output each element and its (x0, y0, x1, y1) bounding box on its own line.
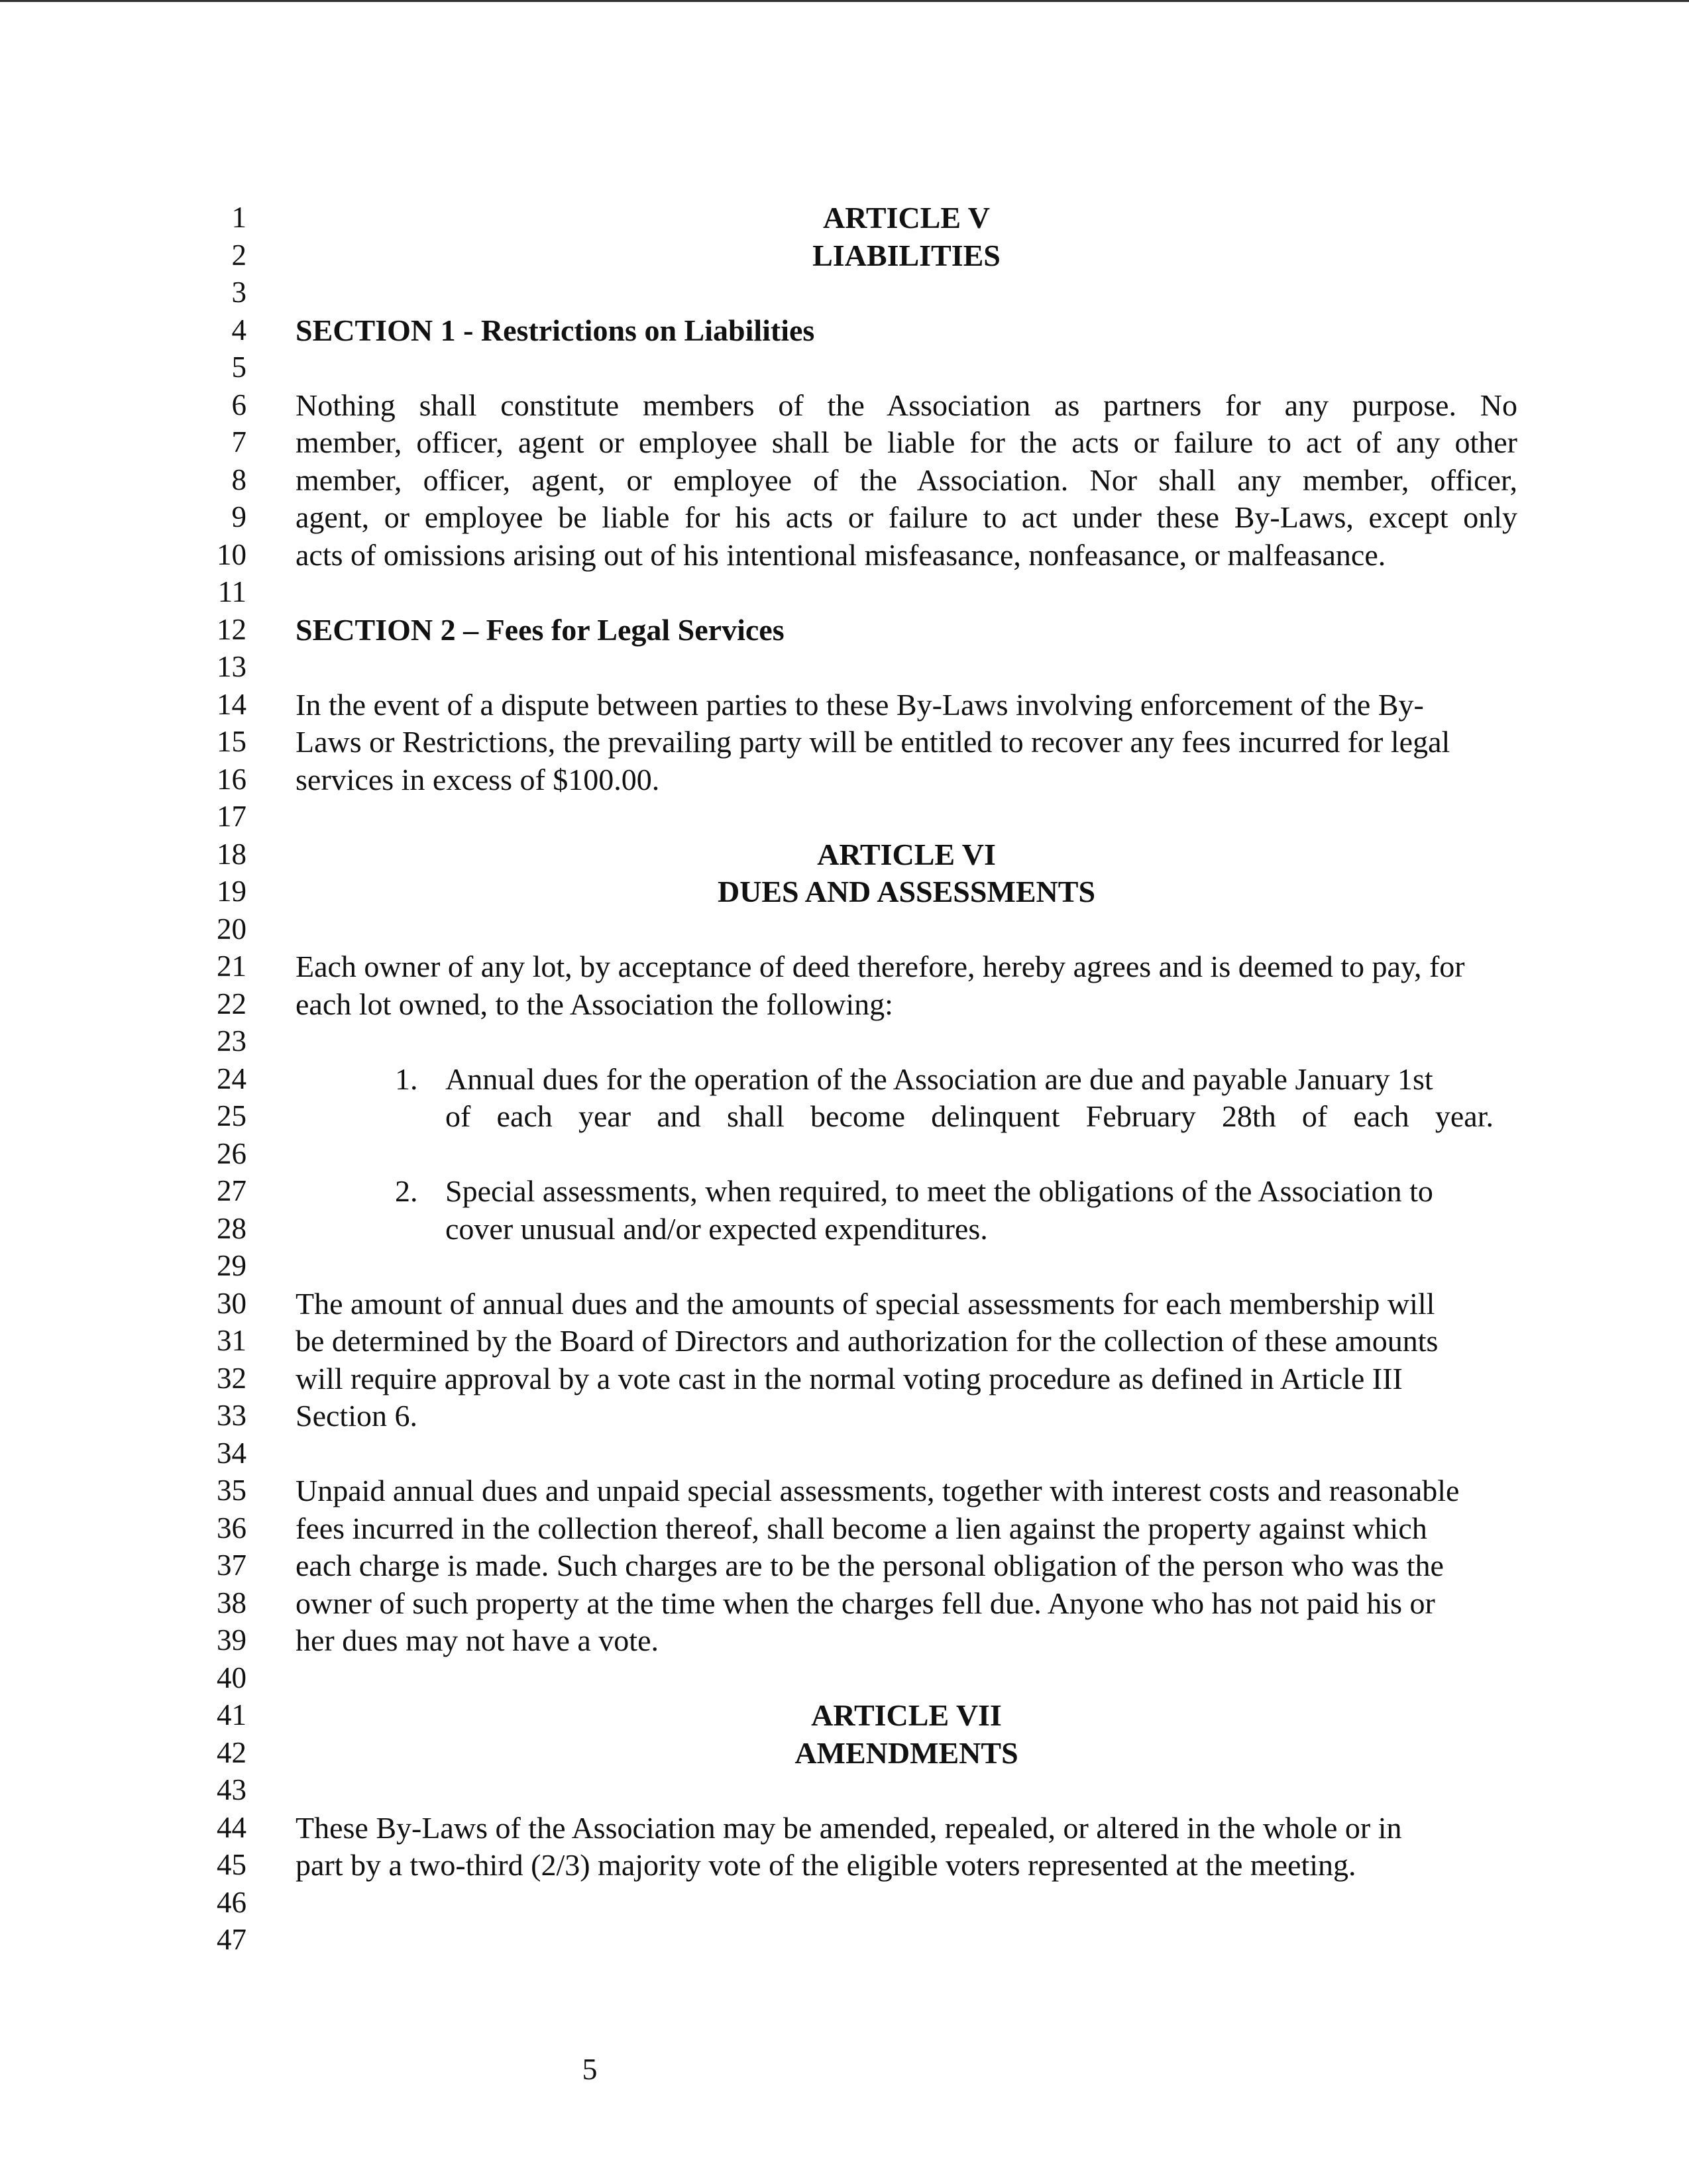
document-line (0, 648, 1689, 686)
section-heading: SECTION 2 – Fees for Legal Services (296, 612, 785, 647)
line-number: 9 (231, 500, 246, 533)
article-heading: ARTICLE VI (817, 837, 996, 871)
document-line (0, 349, 1689, 386)
body-text: her dues may not have a vote. (296, 1623, 659, 1657)
line-number: 34 (217, 1436, 246, 1470)
line-number: 40 (217, 1661, 246, 1694)
line-number: 5 (231, 351, 246, 384)
line-number: 33 (217, 1399, 246, 1432)
document-line (0, 1921, 1689, 1959)
list-item-number: 2. (395, 1174, 418, 1208)
list-item-text: Special assessments, when required, to meet the obligations of the Association to (445, 1174, 1433, 1208)
document-line (0, 1247, 1689, 1285)
line-number: 19 (217, 875, 246, 908)
document-line (0, 1097, 1689, 1135)
document-line (0, 836, 1689, 873)
document-line (0, 1809, 1689, 1847)
body-text: agent, or employee be liable for his acts or failure to act under these By-Laws, except only (296, 500, 1517, 534)
line-number: 3 (231, 276, 246, 309)
body-text: member, officer, agent, or employee of the Association. Nor shall any member, officer, (296, 463, 1517, 497)
document-line (0, 1322, 1689, 1360)
body-text: Each owner of any lot, by acceptance of deed therefore, hereby agrees and is deemed to pay, for (296, 950, 1465, 983)
body-text: will require approval by a vote cast in the normal voting procedure as defined in Article III (296, 1361, 1403, 1395)
line-number: 8 (231, 463, 246, 496)
line-number: 27 (217, 1174, 246, 1207)
document-line (0, 237, 1689, 274)
line-number: 15 (217, 725, 246, 758)
document-line (0, 985, 1689, 1023)
document-line (0, 948, 1689, 985)
document-line (0, 274, 1689, 311)
document-line (0, 1734, 1689, 1772)
article-heading: ARTICLE V (823, 201, 990, 235)
line-number: 38 (217, 1586, 246, 1619)
body-text: each lot owned, to the Association the following: (296, 987, 893, 1021)
body-text: These By-Laws of the Association may be amended, repealed, or altered in the whole or in (296, 1810, 1402, 1845)
body-text: Unpaid annual dues and unpaid special assessments, together with interest costs and reasonable (296, 1474, 1460, 1507)
document-line (0, 1846, 1689, 1884)
document-line (0, 199, 1689, 237)
line-number: 24 (217, 1062, 246, 1095)
line-number: 16 (217, 762, 246, 796)
line-number: 25 (217, 1099, 246, 1132)
document-line (0, 461, 1689, 499)
document-line (0, 1360, 1689, 1397)
document-line (0, 910, 1689, 948)
body-text: Nothing shall constitute members of the Association as partners for any purpose. No (296, 388, 1517, 422)
document-line (0, 761, 1689, 798)
line-number: 6 (231, 388, 246, 421)
document-line (0, 1547, 1689, 1584)
line-number: 28 (217, 1211, 246, 1245)
line-number: 43 (217, 1773, 246, 1806)
line-number: 21 (217, 950, 246, 983)
document-line (0, 1060, 1689, 1098)
line-number: 44 (217, 1810, 246, 1844)
document-line (0, 498, 1689, 536)
document-line (0, 1472, 1689, 1509)
body-text: part by a two-third (2/3) majority vote of the eligible voters represented at the meeting. (296, 1848, 1356, 1882)
document-line (0, 1509, 1689, 1547)
line-number: 4 (231, 313, 246, 347)
body-text: member, officer, agent or employee shall be liable for the acts or failure to act of any other (296, 425, 1517, 459)
line-number: 41 (217, 1698, 246, 1731)
document-line (0, 1397, 1689, 1435)
article-heading: AMENDMENTS (794, 1735, 1018, 1770)
line-number: 13 (217, 650, 246, 683)
line-number: 42 (217, 1735, 246, 1769)
article-heading: ARTICLE VII (811, 1698, 1002, 1732)
line-number: 31 (217, 1324, 246, 1357)
body-text: The amount of annual dues and the amounts of special assessments for each membership will (296, 1286, 1435, 1321)
line-number: 20 (217, 912, 246, 946)
document-line (0, 1435, 1689, 1472)
line-number: 46 (217, 1885, 246, 1919)
document-line (0, 1621, 1689, 1659)
document-line (0, 1022, 1689, 1060)
document-line (0, 1659, 1689, 1697)
line-number: 12 (217, 612, 246, 646)
document-line (0, 1584, 1689, 1622)
body-text: fees incurred in the collection thereof, shall become a lien against the property against which (296, 1511, 1427, 1545)
document-line (0, 386, 1689, 424)
body-text: Section 6. (296, 1399, 417, 1433)
document-line (0, 536, 1689, 574)
line-number: 23 (217, 1024, 246, 1058)
line-number: 26 (217, 1136, 246, 1170)
line-number: 22 (217, 987, 246, 1020)
document-line (0, 1285, 1689, 1323)
document-line (0, 611, 1689, 649)
body-text: services in excess of $100.00. (296, 762, 660, 796)
document-line (0, 1771, 1689, 1809)
body-text: acts of omissions arising out of his intentional misfeasance, nonfeasance, or malfeasance. (296, 537, 1386, 572)
document-line (0, 1696, 1689, 1734)
line-number: 1 (231, 201, 246, 234)
body-text: owner of such property at the time when the charges fell due. Anyone who has not paid his or (296, 1586, 1435, 1620)
document-line (0, 423, 1689, 461)
line-number: 10 (217, 537, 246, 571)
line-number: 30 (217, 1286, 246, 1320)
section-heading: SECTION 1 - Restrictions on Liabilities (296, 313, 815, 347)
document-line (0, 686, 1689, 724)
line-number: 45 (217, 1848, 246, 1881)
document-line (0, 798, 1689, 836)
line-number: 35 (217, 1474, 246, 1507)
list-item-text: Annual dues for the operation of the Association are due and payable January 1st (445, 1062, 1433, 1096)
line-number: 36 (217, 1511, 246, 1545)
document-line (0, 311, 1689, 349)
line-number: 7 (231, 425, 246, 459)
page-number: 5 (582, 2052, 598, 2086)
article-heading: DUES AND ASSESSMENTS (717, 875, 1096, 908)
line-number: 39 (217, 1623, 246, 1657)
document-line (0, 1135, 1689, 1173)
line-number: 11 (217, 575, 246, 608)
line-number: 18 (217, 837, 246, 871)
document-line (0, 1172, 1689, 1210)
line-number: 47 (217, 1923, 246, 1956)
document-line (0, 723, 1689, 761)
body-text: In the event of a dispute between parties to these By-Laws involving enforcement of the By- (296, 687, 1424, 722)
list-item-text: cover unusual and/or expected expenditures. (445, 1211, 988, 1246)
body-text: be determined by the Board of Directors and authorization for the collection of these amounts (296, 1324, 1439, 1358)
list-item-text: of each year and shall become delinquent February 28th of each year. (445, 1099, 1494, 1133)
line-number: 29 (217, 1249, 246, 1282)
document-line (0, 1210, 1689, 1248)
list-item-number: 1. (395, 1062, 418, 1096)
document-line (0, 573, 1689, 611)
article-heading: LIABILITIES (812, 238, 1001, 272)
line-number: 2 (231, 238, 246, 272)
line-number: 17 (217, 800, 246, 833)
body-text: each charge is made. Such charges are to be the personal obligation of the person who was the (296, 1549, 1444, 1582)
document-line (0, 873, 1689, 910)
line-number: 14 (217, 687, 246, 721)
line-number: 37 (217, 1549, 246, 1582)
line-number: 32 (217, 1361, 246, 1395)
document-line (0, 1884, 1689, 1922)
body-text: Laws or Restrictions, the prevailing party will be entitled to recover any fees incurred for legal (296, 725, 1450, 759)
